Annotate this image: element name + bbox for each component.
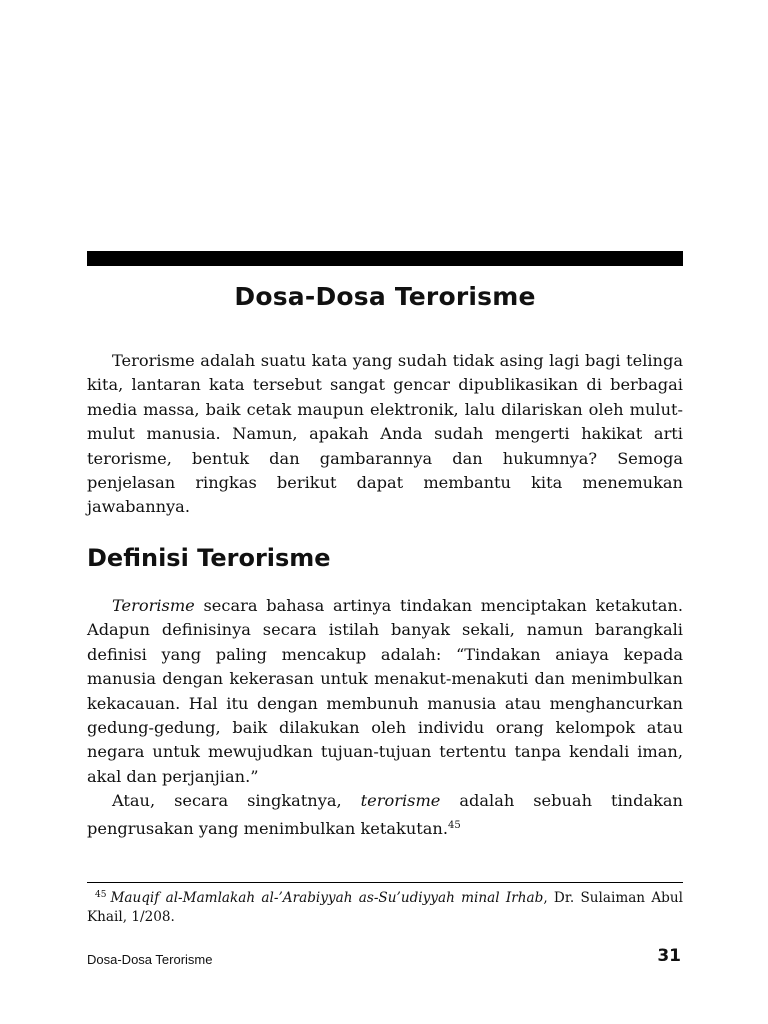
summary-after: adalah sebuah tindakan pengrusakan yang menimbulkan ketakutan.: [87, 791, 683, 838]
footnote-divider: [87, 882, 683, 883]
chapter-header-bar: [87, 251, 683, 266]
footnote: [87, 886, 683, 927]
footnote-number: 45: [95, 890, 107, 900]
section-title: Definisi Terorisme: [87, 544, 331, 572]
summary-paragraph: [87, 789, 683, 841]
summary-before: Atau, secara singkatnya,: [112, 791, 361, 811]
term-terorisme-lower: terorisme: [360, 791, 441, 811]
definition-paragraph: [87, 594, 683, 789]
definition-text: secara bahasa artinya tindakan menciptakan ketakutan. Adapun definisinya secara istilah banyak sekali, namun barangkali definisi yang paling mencakup adalah: “Tindakan aniaya kepada manusia dengan kekerasan untuk menakut-menakuti dan menimbulkan kekacauan. Hal itu dengan membunuh manusia atau menghancurkan gedung-gedung, baik dilakukan oleh individu orang kelompok atau negara untuk mewujudkan tujuan-tujuan tertentu tanpa kendali iman, akal dan perjanjian.”: [87, 596, 683, 786]
running-footer-title: Dosa-Dosa Terorisme: [87, 952, 213, 967]
chapter-title: Dosa-Dosa Terorisme: [234, 282, 536, 311]
footnote-reference[interactable]: 45: [448, 819, 461, 831]
term-terorisme: Terorisme: [112, 596, 195, 615]
footnote-source-detail: , Dr. Sulaiman Abul Khail, 1/208.: [87, 890, 683, 925]
page-number: 31: [657, 946, 681, 966]
intro-paragraph: Terorisme adalah suatu kata yang sudah tidak asing lagi bagi telinga kita, lantaran kata tersebut sangat gencar dipublikasikan di berbagai media massa, baik cetak maupun elektronik, lalu dilariskan oleh mulut-mulut manusia. Namun, apakah Anda sudah mengerti hakikat arti terorisme, bentuk dan gambarannya dan hukumnya? Semoga penjelasan ringkas berikut dapat membantu kita menemukan jawabannya.: [87, 351, 683, 517]
footnote-source-title: Mauqif al-Mamlakah al-’Arabiyyah as-Su’udiyyah minal Irhab: [110, 890, 544, 906]
intro-section: [87, 349, 683, 520]
definition-section: [87, 594, 683, 841]
